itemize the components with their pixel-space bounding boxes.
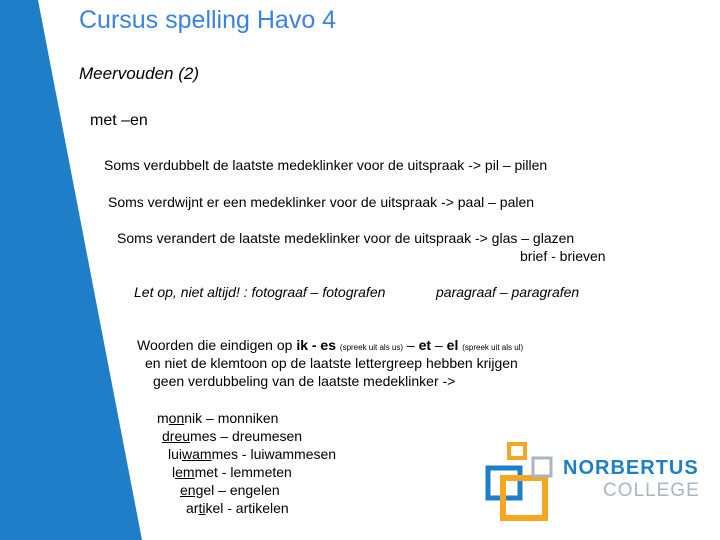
woorden-el: el — [446, 337, 459, 353]
woorden-pre: Woorden die eindigen op — [137, 337, 297, 353]
logo-line-1: NORBERTUS — [563, 457, 699, 479]
woorden-line-2: en niet de klemtoon op de laatste lettergreep hebben krijgen — [145, 355, 518, 371]
woorden-spreek-1: (spreek uit als us) — [339, 343, 404, 352]
slide-title: Cursus spelling Havo 4 — [79, 6, 337, 34]
rule-3-extra-example: brief - brieven — [520, 248, 606, 264]
logo-line-2: COLLEGE — [603, 480, 700, 501]
woorden-dash-2: – — [431, 337, 447, 353]
example-1: monnik – monniken — [157, 410, 279, 426]
slide-subtitle: Meervouden (2) — [79, 64, 200, 83]
example-3: luiwammes - luiwammesen — [168, 446, 337, 462]
note-left: Let op, niet altijd! : fotograaf – fotografen — [134, 284, 386, 300]
example-4: lemmet - lemmeten — [172, 464, 292, 480]
note-right: paragraaf – paragrafen — [436, 284, 580, 300]
rule-3: Soms verandert de laatste medeklinker voor de uitspraak -> glas – glazen — [117, 230, 575, 246]
rule-1: Soms verdubbelt de laatste medeklinker voor de uitspraak -> pil – pillen — [104, 157, 548, 173]
norbertus-college-logo — [485, 438, 700, 528]
rule-2: Soms verdwijnt er een medeklinker voor de uitspraak -> paal – palen — [108, 194, 535, 210]
woorden-ikes: ik - es — [296, 337, 337, 353]
woorden-line-3: geen verdubbeling van de laatste medeklinker -> — [153, 373, 456, 389]
woorden-spreek-2: (spreek uit als ul) — [462, 343, 524, 352]
woorden-et: et — [418, 337, 432, 353]
woorden-dash-1: – — [403, 337, 419, 353]
woorden-line-1 — [137, 337, 523, 353]
example-5: engel – engelen — [180, 482, 280, 498]
section-heading: met –en — [90, 112, 148, 129]
example-2: dreumes – dreumesen — [162, 428, 303, 444]
example-6: artikel - artikelen — [186, 500, 289, 516]
